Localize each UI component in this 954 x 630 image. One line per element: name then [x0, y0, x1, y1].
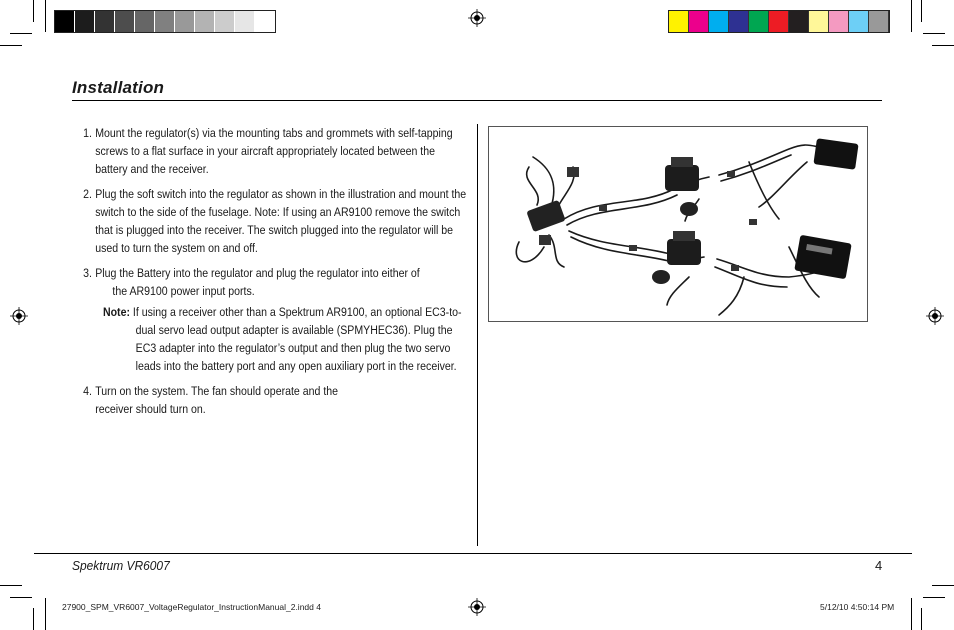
- step-2: 2. Plug the soft switch into the regulator as shown in the illustration and mount the switch to the side of the fuselage. Note: If using an AR9100 remove the switch that is plugged into the receiver. The switch plugged into the regulator will be used to turn the system on and off.: [83, 187, 467, 255]
- crop-mark: [10, 33, 32, 34]
- regulator-installation-photo: [488, 126, 868, 322]
- color-swatch: [135, 11, 155, 32]
- color-swatch: [849, 11, 869, 32]
- crop-mark: [33, 608, 34, 630]
- crop-mark: [923, 597, 945, 598]
- color-swatch: [235, 11, 255, 32]
- color-swatch: [689, 11, 709, 32]
- crop-mark: [33, 0, 34, 22]
- crop-mark: [45, 598, 46, 630]
- crop-mark: [0, 585, 22, 586]
- slug-datetime: 5/12/10 4:50:14 PM: [820, 602, 895, 612]
- registration-mark-icon: [468, 598, 486, 616]
- crop-mark: [10, 597, 32, 598]
- grayscale-bar: [54, 10, 276, 33]
- crop-mark: [921, 0, 922, 22]
- color-swatch: [789, 11, 809, 32]
- footer-title: Spektrum VR6007: [72, 558, 170, 573]
- registration-mark-icon: [10, 307, 28, 325]
- color-swatch: [709, 11, 729, 32]
- color-swatch: [95, 11, 115, 32]
- crop-mark: [921, 608, 922, 630]
- color-swatch: [769, 11, 789, 32]
- step-1: 1. Mount the regulator(s) via the mounting tabs and grommets with self-tapping screws to a flat surface in your aircraft appropriately located between the battery and the receiver.: [83, 126, 453, 176]
- color-swatch: [749, 11, 769, 32]
- page-title: Installation: [72, 78, 165, 97]
- color-swatch: [255, 11, 275, 32]
- color-swatch: [669, 11, 689, 32]
- footer-rule: [34, 553, 912, 554]
- color-swatch: [869, 11, 889, 32]
- slug-filename: 27900_SPM_VR6007_VoltageRegulator_InstructionManual_2.indd 4: [62, 602, 321, 612]
- instructions: [72, 124, 469, 425]
- color-bar: [668, 10, 890, 33]
- color-swatch: [155, 11, 175, 32]
- color-swatch: [195, 11, 215, 32]
- crop-mark: [932, 585, 954, 586]
- color-swatch: [215, 11, 235, 32]
- regulator-wiring-illustration: [489, 127, 867, 321]
- color-swatch: [729, 11, 749, 32]
- crop-mark: [0, 45, 22, 46]
- color-swatch: [175, 11, 195, 32]
- color-swatch: [829, 11, 849, 32]
- column-divider: [477, 124, 478, 546]
- step-3: 3. Plug the Battery into the regulator and plug the regulator into either of the AR9100 power input ports.: [83, 266, 420, 298]
- heading-rule: [72, 100, 882, 101]
- note: Note: If using a receiver other than a Spektrum AR9100, an optional EC3-to-dual servo lead output adapter is available (SPMYHEC36). Plug the EC3 adapter into the regulator’s output and then plug the two servo leads into the battery port and any open auxiliary port in the receiver.: [102, 305, 462, 373]
- color-swatch: [115, 11, 135, 32]
- registration-mark-icon: [926, 307, 944, 325]
- step-4: 4. Turn on the system. The fan should operate and the receiver should turn on.: [83, 384, 339, 416]
- crop-mark: [45, 0, 46, 32]
- color-swatch: [809, 11, 829, 32]
- crop-mark: [923, 33, 945, 34]
- page-number: 4: [875, 558, 883, 573]
- color-swatch: [55, 11, 75, 32]
- crop-mark: [932, 45, 954, 46]
- crop-mark: [911, 0, 912, 32]
- color-swatch: [75, 11, 95, 32]
- crop-mark: [911, 598, 912, 630]
- registration-mark-icon: [468, 9, 486, 27]
